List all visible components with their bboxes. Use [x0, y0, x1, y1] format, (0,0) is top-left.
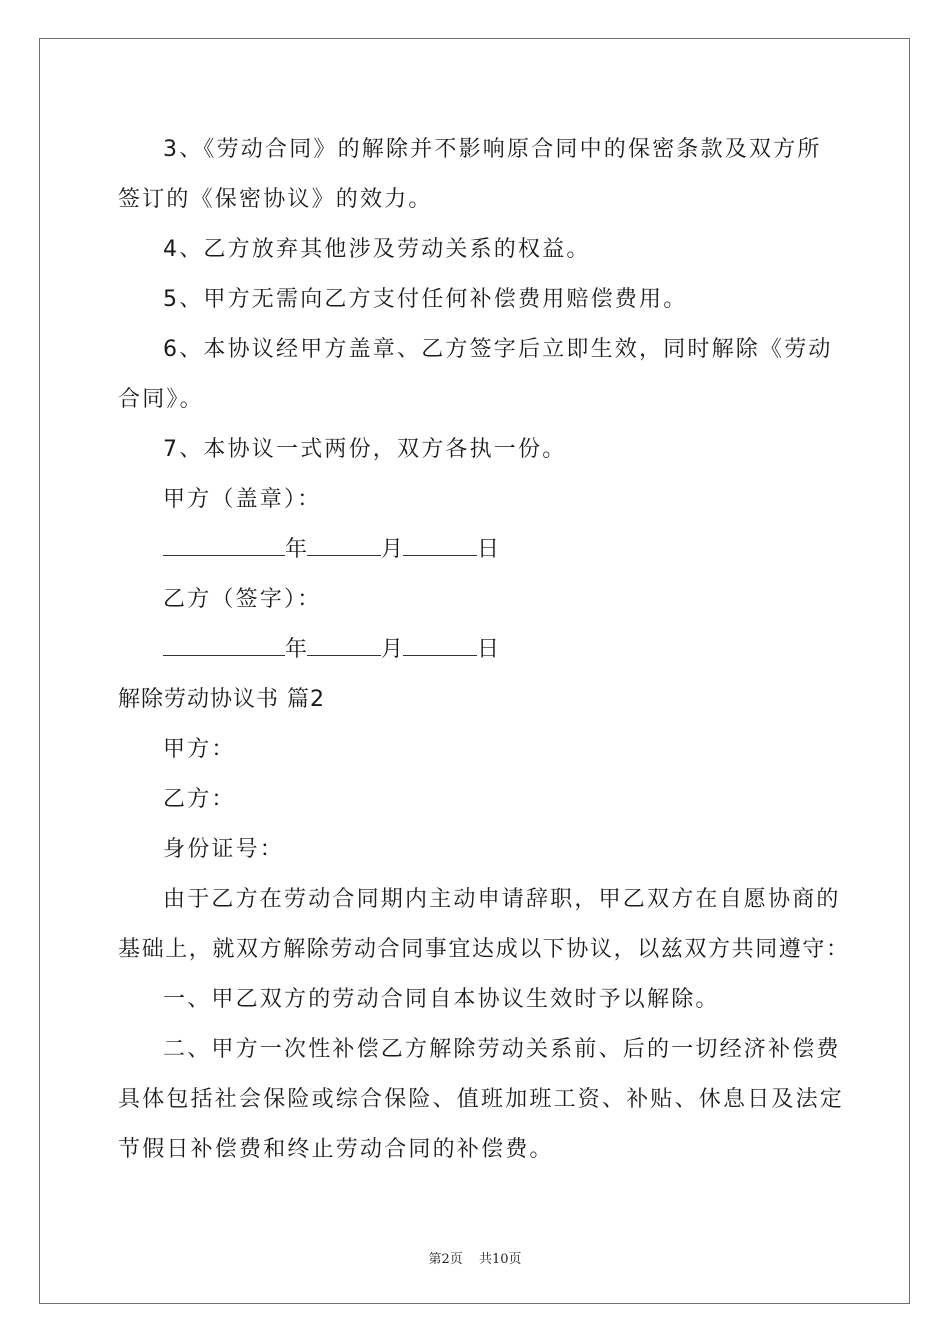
year-label: 年: [285, 637, 308, 662]
month-blank: [307, 635, 381, 656]
day-label: 日: [477, 537, 500, 562]
party-b-sign-label: 乙方（签字）：: [163, 587, 322, 612]
section-heading: 解除劳动协议书 篇2: [118, 687, 325, 712]
clause-3-line-1: 3、《劳动合同》的解除并不影响原合同中的保密条款及双方所: [163, 137, 822, 162]
article-2-line-3: 节假日补偿费和终止劳动合同的补偿费。: [118, 1137, 554, 1162]
year-label: 年: [285, 537, 308, 562]
id-number-label: 身份证号：: [163, 837, 285, 862]
clause-5: 5、甲方无需向乙方支付任何补偿费用赔偿费用。: [163, 287, 688, 312]
year-blank: [163, 635, 285, 656]
article-2-line-1: 二、甲方一次性补偿乙方解除劳动关系前、后的一切经济补偿费: [163, 1037, 841, 1062]
party-a-seal-label: 甲方（盖章）：: [163, 487, 322, 512]
page-number: 第2页: [428, 1252, 463, 1267]
month-label: 月: [381, 637, 404, 662]
clause-3-line-2: 签订的《保密协议》的效力。: [118, 187, 433, 212]
preamble-line-2: 基础上，就双方解除劳动合同事宜达成以下协议，以兹双方共同遵守：: [118, 937, 850, 962]
article-1: 一、甲乙双方的劳动合同自本协议生效时予以解除。: [163, 987, 720, 1012]
total-pages: 共10页: [478, 1252, 522, 1267]
party-a-date-line: [163, 535, 499, 565]
party-a-label: 甲方：: [163, 737, 236, 762]
clause-6-line-2: 合同》。: [118, 387, 204, 412]
day-blank: [403, 635, 477, 656]
page-footer: [0, 1248, 950, 1267]
clause-7: 7、本协议一式两份，双方各执一份。: [163, 437, 567, 462]
day-label: 日: [477, 637, 500, 662]
article-2-line-2: 具体包括社会保险或综合保险、值班加班工资、补贴、休息日及法定: [118, 1087, 845, 1112]
clause-6-line-1: 6、本协议经甲方盖章、乙方签字后立即生效，同时解除《劳动: [163, 337, 833, 362]
day-blank: [403, 535, 477, 556]
month-label: 月: [381, 537, 404, 562]
month-blank: [307, 535, 381, 556]
party-b-label: 乙方：: [163, 787, 236, 812]
party-b-date-line: [163, 635, 499, 665]
clause-4: 4、乙方放弃其他涉及劳动关系的权益。: [163, 237, 591, 262]
preamble-line-1: 由于乙方在劳动合同期内主动申请辞职，甲乙双方在自愿协商的: [163, 887, 841, 912]
year-blank: [163, 535, 285, 556]
